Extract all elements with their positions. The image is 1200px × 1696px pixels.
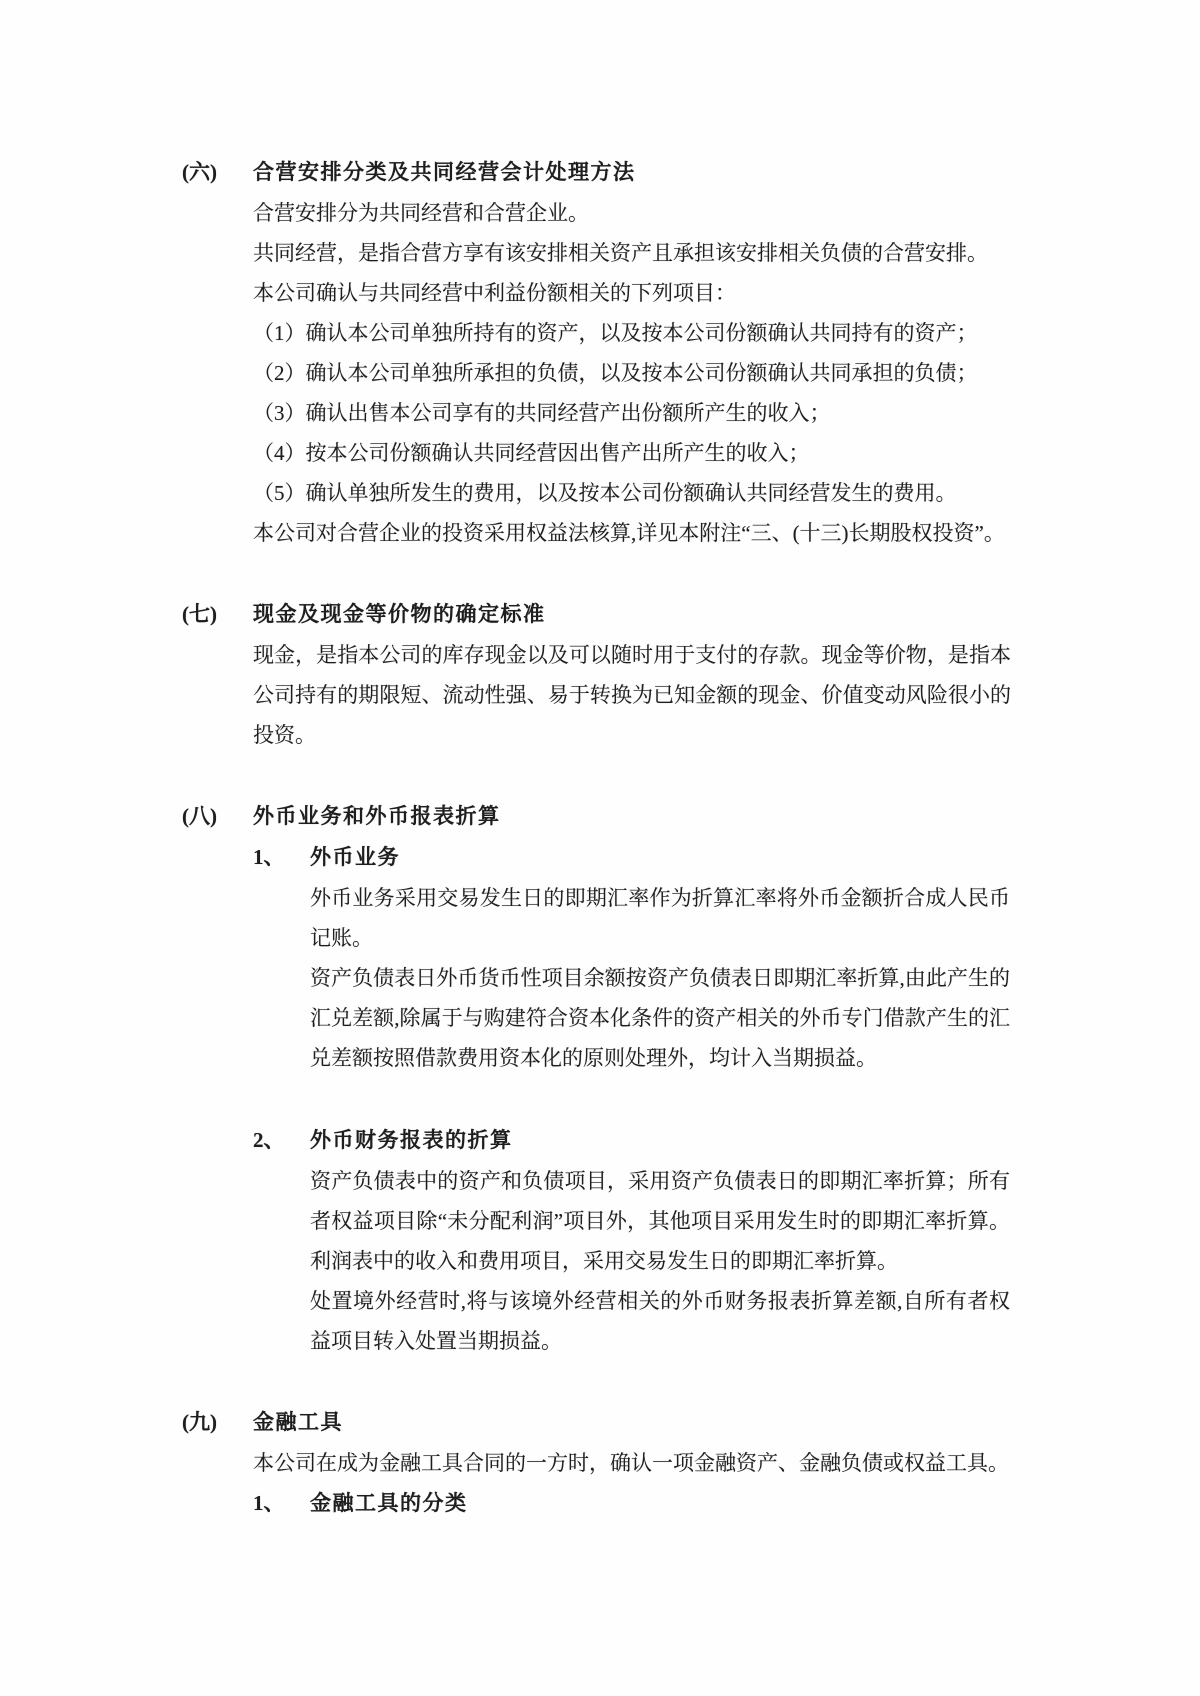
paragraph: 共同经营，是指合营方享有该安排相关资产且承担该安排相关负债的合营安排。 <box>253 241 988 265</box>
subsection-heading <box>253 837 1200 878</box>
section-title: 现金及现金等价物的确定标准 <box>253 603 546 626</box>
paragraph: 资产负债表中的资产和负债项目，采用资产负债表日的即期汇率折算；所有者权益项目除“未分配利润”项目外，其他项目采用发生时的即期汇率折算。利润表中的收入和费用项目，采用交易发生日的即期汇率折算。 <box>310 1169 1010 1273</box>
paragraph: 本公司在成为金融工具合同的一方时，确认一项金融资产、金融负债或权益工具。 <box>253 1451 1009 1475</box>
subsection-fx-statement-translation <box>253 1120 1200 1361</box>
paragraph: 资产负债表日外币货币性项目余额按资产负债表日即期汇率折算,由此产生的汇兑差额,除属于与购建符合资本化条件的资产相关的外币专门借款产生的汇兑差额按照借款费用资本化的原则处理外，均计入当期损益。 <box>310 966 1010 1070</box>
subsection-body <box>310 878 1200 1078</box>
subsection-body <box>310 1161 1200 1361</box>
paragraph: 合营安排分为共同经营和合营企业。 <box>253 201 589 225</box>
subsection-number: 1、 <box>253 1491 285 1515</box>
subsection-title: 金融工具的分类 <box>310 1492 468 1515</box>
section-title: 金融工具 <box>253 1411 343 1434</box>
paragraph: 本公司对合营企业的投资采用权益法核算,详见本附注“三、(十三)长期股权投资”。 <box>253 521 1005 545</box>
list-item: （2）确认本公司单独所承担的负债，以及按本公司份额确认共同承担的负债； <box>253 361 978 385</box>
section-body <box>253 1443 1200 1524</box>
section-joint-arrangements <box>182 152 1200 553</box>
subsection-title: 外币财务报表的折算 <box>310 1129 513 1152</box>
section-foreign-currency <box>182 796 1200 1361</box>
paragraph: 外币业务采用交易发生日的即期汇率作为折算汇率将外币金额折合成人民币记账。 <box>310 886 1010 950</box>
list-item: （5）确认单独所发生的费用，以及按本公司份额确认共同经营发生的费用。 <box>253 481 957 505</box>
subsection-financial-instrument-classification <box>253 1483 1200 1524</box>
section-label: (七) <box>182 602 217 626</box>
section-heading <box>182 796 1200 837</box>
section-label: (六) <box>182 160 217 184</box>
paragraph: 处置境外经营时,将与该境外经营相关的外币财务报表折算差额,自所有者权益项目转入处置当期损益。 <box>310 1289 1010 1353</box>
paragraph: 本公司确认与共同经营中利益份额相关的下列项目： <box>253 281 736 305</box>
section-heading <box>182 152 1200 193</box>
section-body <box>253 193 1200 553</box>
list-item: （1）确认本公司单独所持有的资产，以及按本公司份额确认共同持有的资产； <box>253 321 978 345</box>
subsection-heading <box>253 1483 1200 1524</box>
section-financial-instruments <box>182 1402 1200 1524</box>
section-body <box>253 837 1200 1361</box>
subsection-foreign-currency-business <box>253 837 1200 1078</box>
subsection-heading <box>253 1120 1200 1161</box>
section-heading <box>182 1402 1200 1443</box>
section-title: 合营安排分类及共同经营会计处理方法 <box>253 161 636 184</box>
section-label: (八) <box>182 804 217 828</box>
list-item: （3）确认出售本公司享有的共同经营产出份额所产生的收入； <box>253 401 831 425</box>
section-body <box>253 635 1200 755</box>
list-item: （4）按本公司份额确认共同经营因出售产出所产生的收入； <box>253 441 810 465</box>
section-title: 外币业务和外币报表折算 <box>253 805 501 828</box>
subsection-title: 外币业务 <box>310 846 400 869</box>
paragraph: 现金，是指本公司的库存现金以及可以随时用于支付的存款。现金等价物，是指本公司持有的期限短、流动性强、易于转换为已知金额的现金、价值变动风险很小的投资。 <box>253 643 1011 747</box>
section-label: (九) <box>182 1410 217 1434</box>
section-cash-equivalents <box>182 594 1200 755</box>
section-heading <box>182 594 1200 635</box>
subsection-number: 2、 <box>253 1128 285 1152</box>
subsection-number: 1、 <box>253 845 285 869</box>
